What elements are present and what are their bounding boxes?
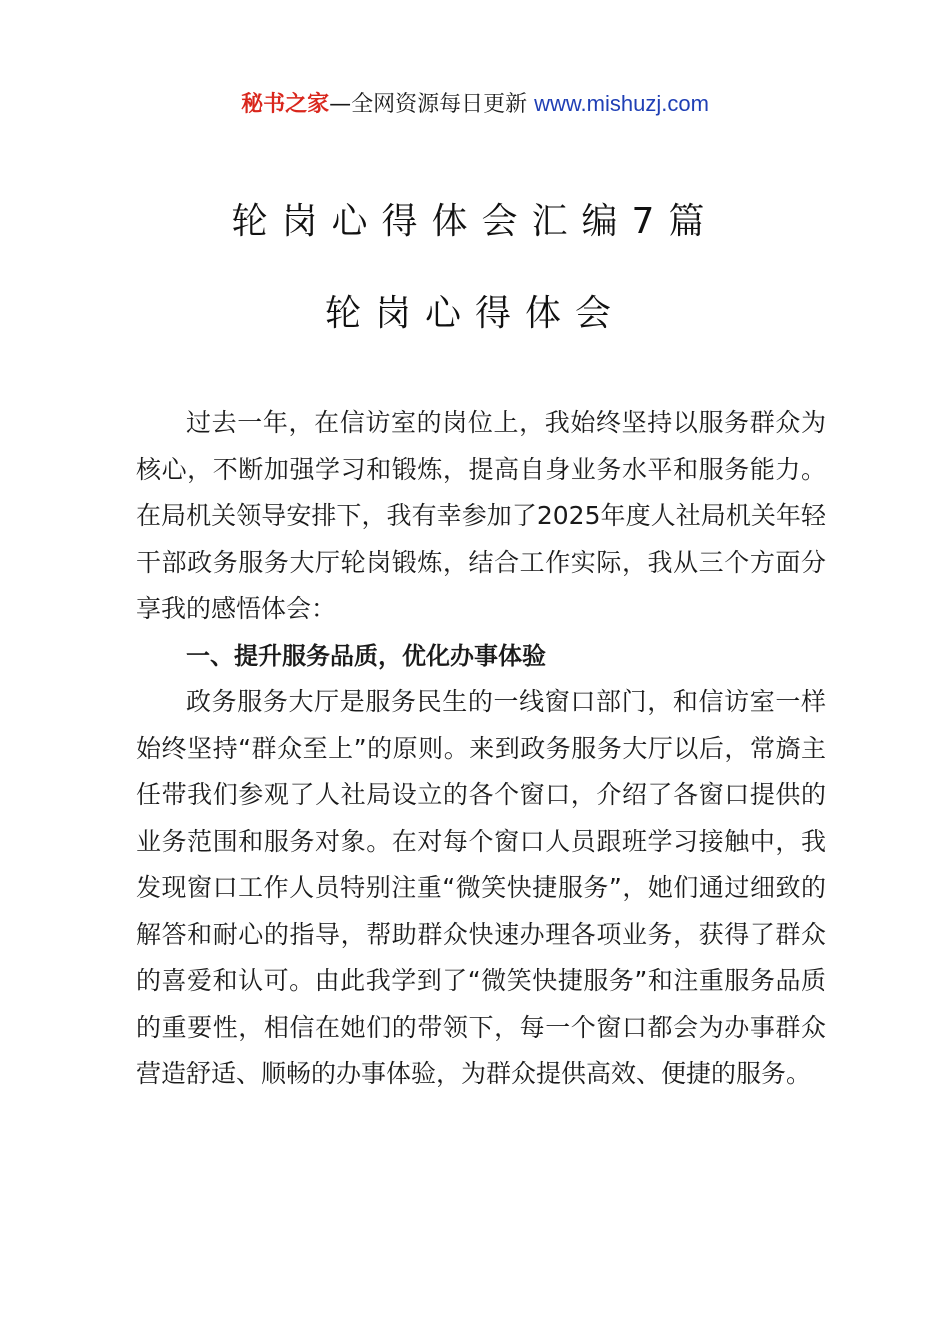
body-paragraph-intro: 过去一年，在信访室的岗位上，我始终坚持以服务群众为核心，不断加强学习和锻炼，提高自身业务水平和服务能力。在局机关领导安排下，我有幸参加了2025年度人社局机关年轻干部政务服务大厅轮岗锻炼，结合工作实际，我从三个方面分享我的感悟体会： — [136, 408, 826, 623]
site-brand: 秘书之家 — [241, 92, 330, 117]
site-header — [0, 88, 950, 121]
document-title: 轮岗心得体会汇编7篇 — [231, 201, 719, 242]
body-paragraph-section-1: 政务服务大厅是服务民生的一线窗口部门，和信访室一样始终坚持“群众至上”的原则。来到政务服务大厅以后，常旖主任带我们参观了人社局设立的各个窗口，介绍了各窗口提供的业务范围和服务对象。在对每个窗口人员跟班学习接触中，我发现窗口工作人员特别注重“微笑快捷服务”，她们通过细致的解答和耐心的指导，帮助群众快速办理各项业务，获得了群众的喜爱和认可。由此我学到了“微笑快捷服务”和注重服务品质的重要性，相信在她们的带领下，每一个窗口都会为办事群众营造舒适、顺畅的办事体验，为群众提供高效、便捷的服务。 — [136, 687, 826, 1088]
site-url-link[interactable]: www.mishuzj.com — [534, 91, 709, 116]
document-body — [136, 400, 826, 1098]
site-tagline: —全网资源每日更新 — [329, 92, 535, 117]
document-subtitle: 轮岗心得体会 — [324, 293, 625, 334]
section-heading-1: 一、提升服务品质，优化办事体验 — [186, 641, 546, 670]
